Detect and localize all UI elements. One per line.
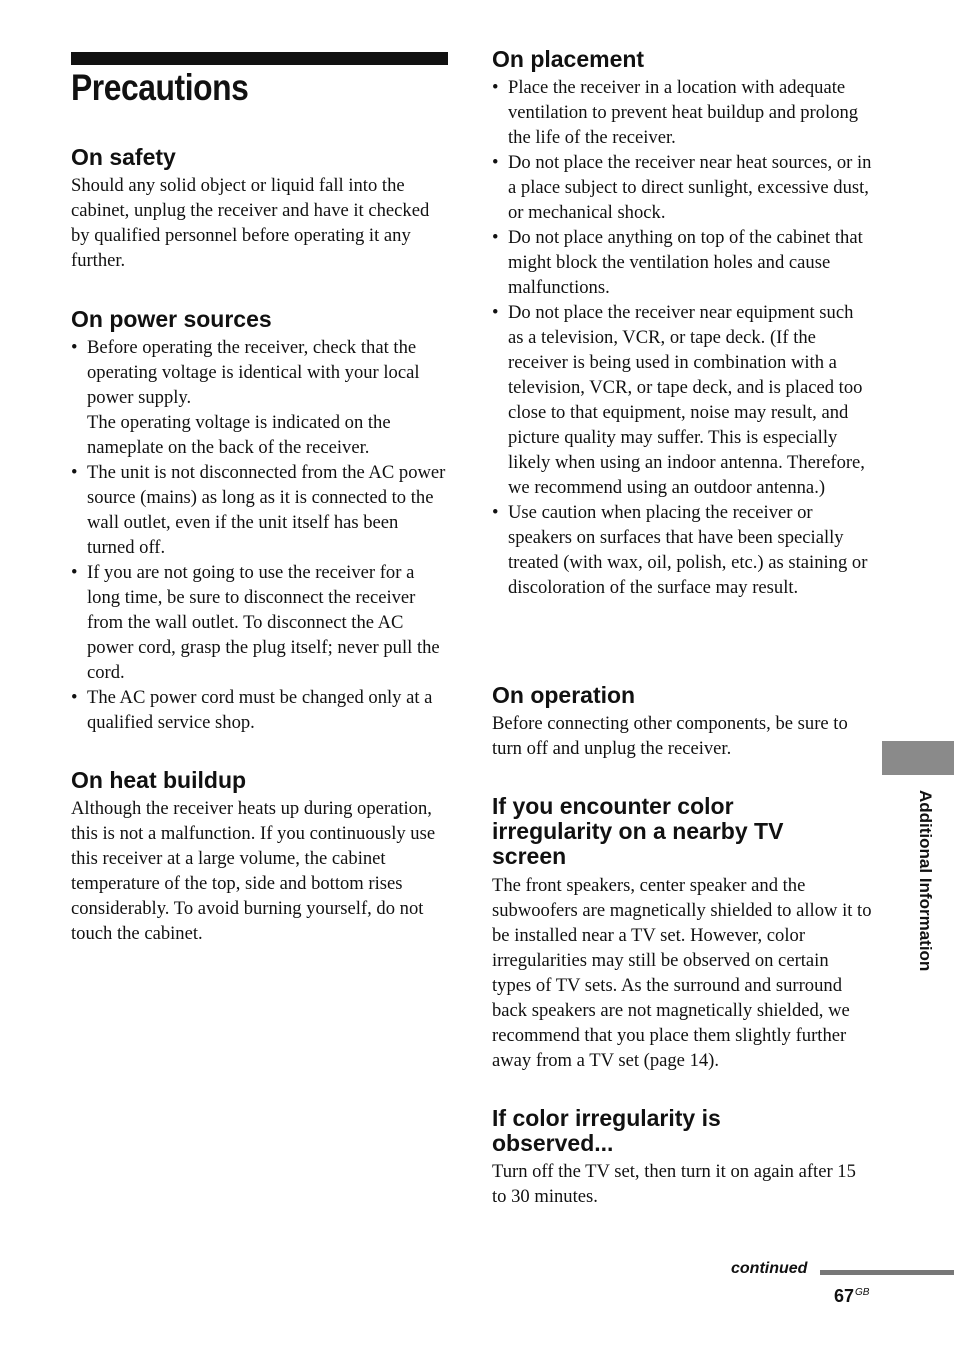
continued-bar [820, 1270, 954, 1275]
list-item: • If you are not going to use the receiver for a long time, be sure to disconnect the receiver from the wall outlet. To disconnect the AC power cord, grasp the plug itself; never pull the cord. [71, 560, 448, 685]
list-item: • Place the receiver in a location with adequate ventilation to prevent heat buildup and prolong the life of the receiver. [492, 75, 872, 150]
continued-label: continued [731, 1260, 808, 1277]
section-on-placement [492, 47, 872, 600]
text-color-irregularity: The front speakers, center speaker and the subwoofers are magnetically shielded to allow it to be installed near a TV set. However, color irregularities may still be observed on certain types of TV sets. As the surround and surround back speakers are not magnetically shielded, we recommend that you place them slightly further away from a TV set (page 14). [492, 875, 872, 1071]
text-on-heat-buildup: Although the receiver heats up during operation, this is not a malfunction. If you continuously use this receiver at a large volume, the cabinet temperature of the top, side and bottom rises considerably. To avoid burning yourself, do not touch the cabinet. [71, 798, 436, 944]
section-on-safety [71, 145, 448, 273]
heading-on-placement: On placement [492, 46, 645, 72]
heading-on-heat-buildup: On heat buildup [71, 767, 247, 793]
bullet-note: The operating voltage is indicated on the nameplate on the back of the receiver. [87, 412, 391, 458]
list-item: • Do not place the receiver near equipment such as a television, VCR, or tape deck. (If the receiver is being used in combination with a television, VCR, or tape deck, and is placed too close to that equipment, noise may result, and picture quality may suffer. This is especially likely when using an indoor antenna. Therefore, we recommend using an outdoor antenna.) [492, 300, 872, 500]
side-tab-label [915, 790, 937, 1010]
list-item [71, 335, 448, 460]
text-on-safety: Should any solid object or liquid fall into the cabinet, unplug the receiver and have it checked by qualified personnel before operating it any further. [71, 175, 430, 271]
page-suffix: GB [855, 1287, 870, 1298]
page-number-value: 67 [834, 1286, 855, 1306]
list-item: • The unit is not disconnected from the AC power source (mains) as long as it is connected to the wall outlet, even if the unit itself has been turned off. [71, 460, 448, 560]
section-color-irregularity-body [492, 873, 872, 1073]
heading-on-operation: On operation [492, 682, 636, 708]
page-number [834, 1282, 869, 1307]
list-item: • Do not place anything on top of the cabinet that might block the ventilation holes and cause malfunctions. [492, 225, 872, 300]
list-item: • Use caution when placing the receiver or speakers on surfaces that have been specially treated (with wax, oil, polish, etc.) as staining or discoloration of the surface may result. [492, 500, 872, 600]
text-on-operation: Before connecting other components, be sure to turn off and unplug the receiver. [492, 713, 848, 759]
placement-list [492, 75, 872, 600]
text-color-observed: Turn off the TV set, then turn it on again after 15 to 30 minutes. [492, 1161, 856, 1207]
section-on-heat-buildup [71, 768, 448, 946]
side-tab-marker [882, 741, 954, 775]
list-item: • Do not place the receiver near heat sources, or in a place subject to direct sunlight, excessive dust, or mechanical shock. [492, 150, 872, 225]
side-tab-text: Additional Information [916, 790, 935, 972]
section-color-irregularity [492, 794, 837, 872]
heading-on-safety: On safety [71, 144, 176, 170]
power-sources-list [71, 335, 448, 735]
heading-color-irregularity: If you encounter color irregularity on a nearby TV screen [492, 793, 784, 869]
title-rule [71, 52, 448, 65]
heading-color-observed: If color irregularity is observed... [492, 1105, 721, 1156]
page-title: Precautions [71, 67, 249, 108]
section-color-observed [492, 1105, 856, 1209]
bullet-text: Before operating the receiver, check that the operating voltage is identical with your local power supply. [87, 337, 420, 408]
section-on-operation [492, 683, 872, 761]
heading-on-power-sources: On power sources [71, 306, 272, 332]
list-item: • The AC power cord must be changed only at a qualified service shop. [71, 685, 448, 735]
section-on-power-sources [71, 307, 448, 735]
